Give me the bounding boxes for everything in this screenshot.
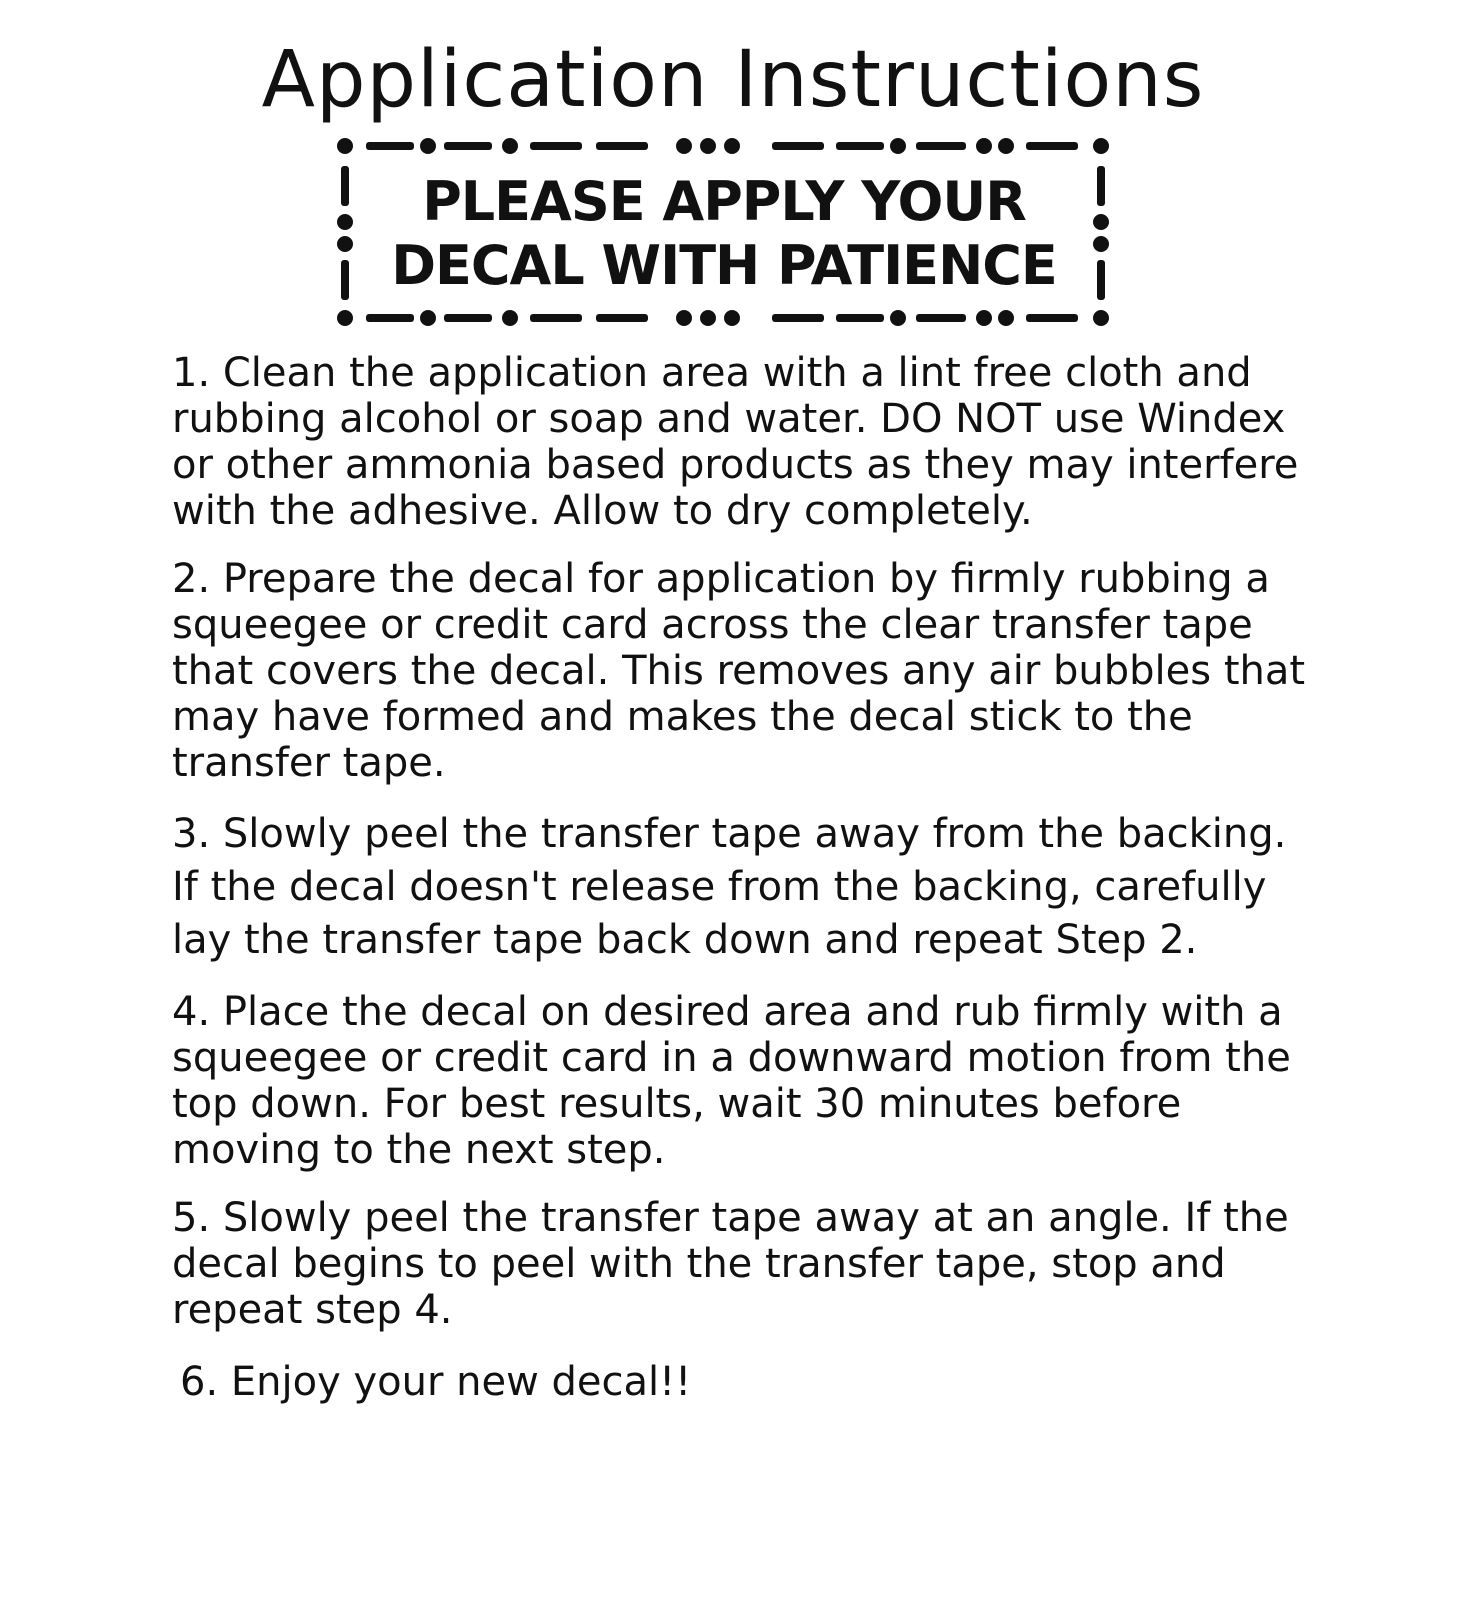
step-6: 6. Enjoy your new decal!! bbox=[180, 1359, 692, 1405]
notice-text bbox=[336, 170, 1112, 298]
notice-line-2: DECAL WITH PATIENCE bbox=[391, 234, 1057, 297]
notice-line-1: PLEASE APPLY YOUR bbox=[422, 170, 1026, 233]
notice-banner bbox=[336, 132, 1112, 332]
step-5: 5. Slowly peel the transfer tape away at an angle. If the decal begins to peel with the transfer tape, stop and repeat step 4. bbox=[172, 1195, 1289, 1333]
step-4: 4. Place the decal on desired area and rub firmly with a squeegee or credit card in a downward motion from the top down. For best results, wait 30 minutes before moving to the next step. bbox=[172, 989, 1291, 1173]
page-title: Application Instructions bbox=[261, 35, 1205, 125]
instruction-steps bbox=[172, 350, 1312, 1427]
step-3: 3. Slowly peel the transfer tape away from the backing. If the decal doesn't release from the backing, carefully lay the transfer tape back down and repeat Step 2. bbox=[172, 811, 1287, 963]
step-2: 2. Prepare the decal for application by firmly rubbing a squeegee or credit card across the clear transfer tape that covers the decal. This removes any air bubbles that may have formed and makes the decal stick to the transfer tape. bbox=[172, 556, 1306, 786]
step-1: 1. Clean the application area with a lint free cloth and rubbing alcohol or soap and water. DO NOT use Windex or other ammonia based products as they may interfere with the adhesive. Allow to dry completely. bbox=[172, 350, 1299, 534]
